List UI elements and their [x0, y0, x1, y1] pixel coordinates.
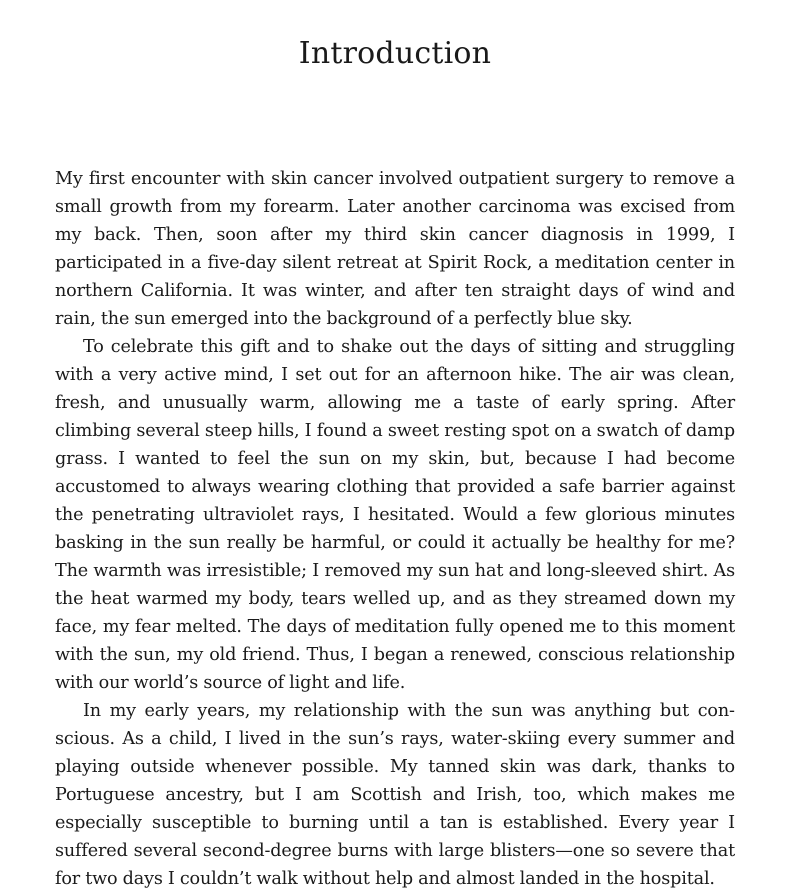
chapter-title: Introduction: [298, 36, 492, 71]
paragraph-1: My first encounter with skin cancer involved outpatient surgery to remove a small growth from my forearm. Later another carcinoma was excised from my back. Then, soon after my third skin cancer diagnosis in 1999, I participated in a five-day silent retreat at Spirit Rock, a meditation center in northern California. It was winter, and after ten straight days of wind and rain, the sun emerged into the background of a perfectly blue sky.: [55, 169, 735, 329]
paragraph-3: In my early years, my relationship with the sun was anything but conscious. As a child, I lived in the sun’s rays, water-skiing every summer and playing outside whenever possible. My tanned skin was dark, thanks to Portuguese ancestry, but I am Scottish and Irish, too, which makes me especially susceptible to burning until a tan is established. Every year I suffered several second-degree burns with large blisters—one so severe that for two days I couldn’t walk without help and almost landed in the hospital.: [55, 701, 735, 889]
paragraph-2: To celebrate this gift and to shake out the days of sitting and struggling with a very active mind, I set out for an afternoon hike. The air was clean, fresh, and unusually warm, allowing me a taste of early spring. After climbing several steep hills, I found a sweet resting spot on a swatch of damp grass. I wanted to feel the sun on my skin, but, because I had become accustomed to always wearing clothing that provided a safe barrier against the penetrating ultraviolet rays, I hesitated. Would a few glorious minutes basking in the sun really be harmful, or could it actually be healthy for me? The warmth was irresistible; I removed my sun hat and long-sleeved shirt. As the heat warmed my body, tears welled up, and as they streamed down my face, my fear melted. The days of meditation fully opened me to this moment with the sun, my old friend. Thus, I began a renewed, conscious relationship with our world’s source of light and life.: [55, 337, 735, 693]
chapter-body: [55, 165, 735, 893]
